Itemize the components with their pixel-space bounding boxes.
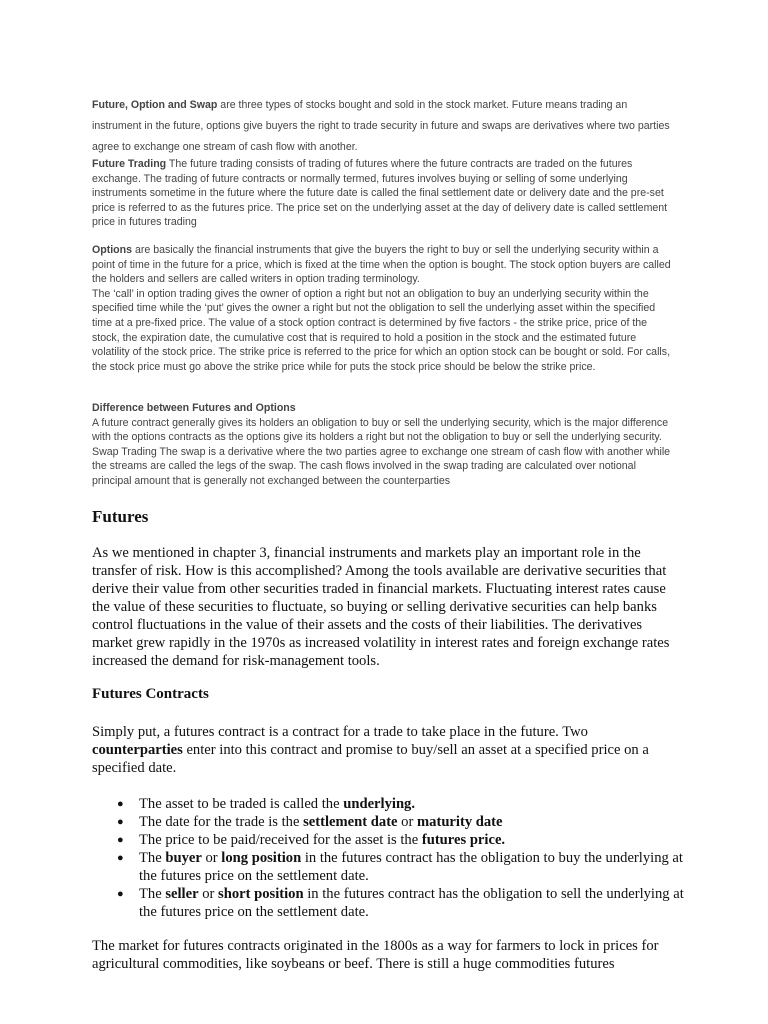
list-item-bold: short position xyxy=(218,886,304,902)
list-item xyxy=(92,831,692,849)
list-item-bold: underlying. xyxy=(343,796,416,812)
list-item-text: The date for the trade is the xyxy=(139,814,304,830)
list-item-text: in the futures contract has the obligation to sell the underlying at the futures price on the settlement date. xyxy=(139,886,684,920)
list-item-text: in the futures contract has the obligation to buy the underlying at the futures price on the settlement date. xyxy=(139,850,683,884)
intro-text: are three types of stocks bought and sold in the stock market. Future means trading an instrument in the future, options give buyers the right to trade security in future and swaps are derivatives where two parties agree to exchange one stream of cash flow with another. xyxy=(92,99,670,153)
list-item xyxy=(92,813,692,831)
contracts-text-after: enter into this contract and promise to buy/sell an asset at a specified price on a specified date. xyxy=(92,742,649,776)
list-item xyxy=(92,849,692,885)
contracts-text-before: Simply put, a futures contract is a contract for a trade to take place in the future. Two xyxy=(92,724,588,740)
list-item-text: or xyxy=(201,850,222,866)
list-item-bold: maturity date xyxy=(417,814,503,830)
bullet-icon: ● xyxy=(117,816,124,828)
difference-text: A future contract generally gives its holders an obligation to buy or sell the underlying security, which is the major difference with the options contracts as the options give its holders a right but not the obligation to buy or sell the underlying security. Swap Trading The swap is a derivative where the two parties agree to exchange one stream of cash flow with another while the streams are called the legs of the swap. The cash flows involved in the swap trading are calculated over notional principal amount that is generally not exchanged between the counterparties xyxy=(92,416,671,487)
list-item-text: or xyxy=(198,886,219,902)
list-item-text: or xyxy=(397,814,417,830)
difference-heading: Difference between Futures and Options xyxy=(92,402,296,414)
list-item xyxy=(92,795,692,813)
futures-heading: Futures xyxy=(92,507,149,526)
future-trading-text: The future trading consists of trading of futures where the future contracts are traded on the futures exchange. The trading of future contracts or normally termed, futures involves buying or selling of some underlying instruments sometime in the future where the future date is called the final settlement date or delivery date and the pre-set price is referred to as the futures price. The price set on the underlying asset at the day of delivery date is called settlement price in futures trading xyxy=(92,158,668,229)
futures-terms-list xyxy=(92,795,692,921)
list-item-bold: buyer xyxy=(165,850,202,866)
list-item-bold: settlement date xyxy=(303,814,398,830)
intro-lead: Future, Option and Swap xyxy=(92,99,218,111)
options-section xyxy=(92,243,674,374)
options-text: are basically the financial instruments that give the buyers the right to buy or sell the underlying security within a point of time in the future for a price, which is fixed at the time when the option is bought. The stock option buyers are called the holders and sellers are called writers in option trading terminology. xyxy=(92,244,671,286)
future-trading-lead: Future Trading xyxy=(92,158,167,170)
future-trading-paragraph xyxy=(92,157,674,230)
market-paragraph: The market for futures contracts originated in the 1800s as a way for farmers to lock in prices for agricultural commodities, like soybeans or beef. There is still a huge commodities futures xyxy=(92,938,659,972)
bullet-icon: ● xyxy=(117,798,124,810)
list-item-text: The xyxy=(139,886,166,902)
list-item-text: The price to be paid/received for the asset is the xyxy=(139,832,422,848)
futures-contracts-paragraph xyxy=(92,723,682,777)
futures-paragraph: As we mentioned in chapter 3, financial instruments and markets play an important role in the transfer of risk. How is this accomplished? Among the tools available are derivative securities that derive their value from other securities traded in financial markets. Fluctuating interest rates cause the value of these securities to fluctuate, so buying or selling derivative securities can help banks control fluctuations in the value of their assets and the costs of their liabilities. The derivatives market grew rapidly in the 1970s as increased volatility in interest rates and foreign exchange rates increased the demand for risk-management tools. xyxy=(92,545,670,669)
options-call-put-text: The ‘call’ in option trading gives the owner of option a right but not an obligation to buy an underlying security within the specified time while the ‘put’ gives the owner a right but not the obligation to sell the underlying asset within the specified time at a pre-fixed price. The value of a stock option contract is determined by five factors - the strike price, price of the stock, the expiration date, the cumulative cost that is required to hold a position in the stock and the estimated future volatility of the stock price. The strike price is referred to the price for which an option stock can be bought or sold. For calls, the stock price must go above the strike price while for puts the stock price should be below the strike price. xyxy=(92,287,671,373)
futures-contracts-heading: Futures Contracts xyxy=(92,686,209,702)
bullet-icon: ● xyxy=(117,888,124,900)
bullet-icon: ● xyxy=(117,834,124,846)
contracts-counterparties: counterparties xyxy=(92,742,183,758)
list-item xyxy=(92,885,692,921)
list-item-bold: long position xyxy=(221,850,302,866)
intro-paragraph xyxy=(92,95,674,158)
list-item-text: The xyxy=(139,850,166,866)
options-lead: Options xyxy=(92,244,133,256)
list-item-bold: seller xyxy=(165,886,199,902)
bullet-icon: ● xyxy=(117,852,124,864)
difference-section xyxy=(92,401,674,489)
list-item-text: The asset to be traded is called the xyxy=(139,796,344,812)
list-item-bold: futures price. xyxy=(421,832,506,848)
